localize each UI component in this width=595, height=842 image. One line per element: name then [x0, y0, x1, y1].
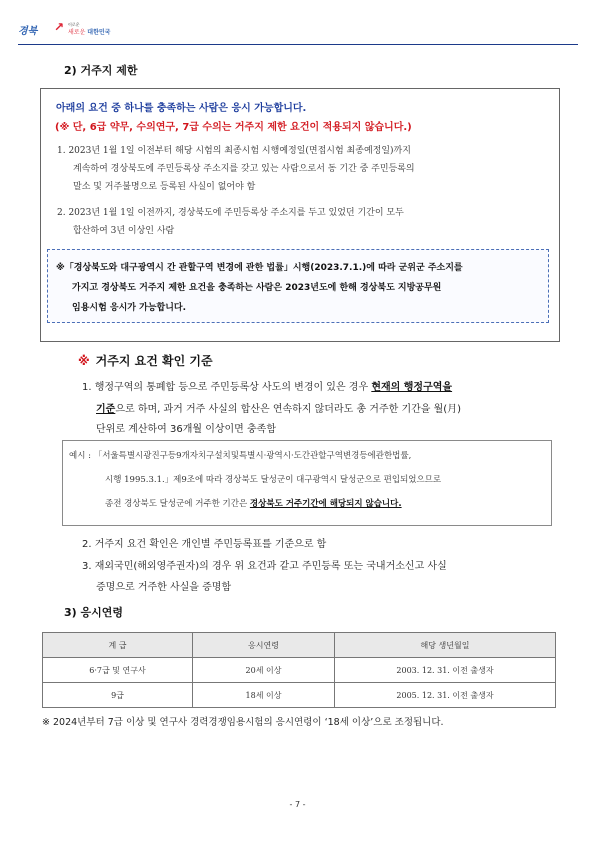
- criteria-item-1-line-2: 기준으로 하며, 과거 거주 사실의 합산은 연속하지 않더라도 총 거주한 기간을 월(月): [96, 404, 462, 415]
- header-logo: [18, 20, 111, 38]
- example-box: [62, 440, 552, 526]
- requirement-item-1-line-3: 말소 및 거주불명으로 등록된 사실이 없어야 함: [73, 182, 256, 192]
- gunwi-note-box: [47, 249, 549, 323]
- gunwi-note-line-1: ※「경상북도와 대구광역시 간 관할구역 변경에 관한 법률」시행(2023.7.1.)에 따라 군위군 주소지를: [56, 263, 463, 273]
- page-number: - 7 -: [289, 800, 306, 809]
- requirement-item-2-line-1: 2. 2023년 1월 1일 이전까지, 경상북도에 주민등록상 주소지를 두고 있었던 기간이 모두: [57, 208, 404, 218]
- table-header-cell: 해당 생년월일: [335, 633, 556, 658]
- criteria-item-1-line-3: 단위로 계산하여 36개월 이상이면 충족함: [96, 424, 276, 435]
- table-cell: 9급: [43, 683, 193, 708]
- example-line-2: 시행 1995.3.1.」제9조에 따라 경상북도 달성군이 대구광역시 달성군으로 편입되었으므로: [105, 475, 442, 485]
- criteria-star: ※: [78, 354, 90, 368]
- criteria-heading: [78, 352, 213, 369]
- residence-requirements-box: [40, 88, 560, 342]
- gunwi-note-line-3: 임용시험 응시가 가능합니다.: [72, 303, 187, 313]
- example-highlight: 경상북도 거주기간에 해당되지 않습니다.: [249, 499, 402, 509]
- criteria-item-3-line-2: 증명으로 거주한 사실을 증명함: [96, 582, 232, 593]
- criteria-title: 거주지 요건 확인 기준: [95, 354, 213, 368]
- criteria-item-3-line-1: 3. 재외국민(해외영주권자)의 경우 위 요건과 같고 주민등록 또는 국내거소신고 사실: [82, 561, 447, 572]
- table-row: [43, 683, 556, 708]
- logo-subtitle-2: 새로운 대한민국: [68, 29, 111, 36]
- requirement-item-1-line-2: 계속하여 경상북도에 주민등록상 주소지를 갖고 있는 사람으로서 동 기간 중 주민등록의: [73, 164, 415, 174]
- table-cell: 6·7급 및 연구사: [43, 658, 193, 683]
- requirement-item-2-line-2: 합산하여 3년 이상인 사람: [73, 226, 175, 236]
- age-footnote: ※ 2024년부터 7급 이상 및 연구사 경력경쟁임용시험의 응시연령이 ‘18세 이상’으로 조정됩니다.: [42, 717, 444, 728]
- section-title-residence: 2) 거주지 제한: [64, 64, 138, 77]
- example-line-1: 예시 : 「서울특별시광진구등9개자치구설치및특별시·광역시·도간관할구역변경등에관한법률,: [69, 451, 412, 461]
- requirement-intro: 아래의 요건 중 하나를 충족하는 사람은 응시 가능합니다.: [56, 103, 307, 114]
- criteria-item-2: 2. 거주지 요건 확인은 개인별 주민등록표를 기준으로 함: [82, 539, 327, 550]
- table-header-cell: 계 급: [43, 633, 193, 658]
- logo-script: 경북: [18, 26, 38, 37]
- requirement-exception: (※ 단, 6급 약무, 수의연구, 7급 수의는 거주지 제한 요건이 적용되지 않습니다.): [55, 122, 412, 133]
- logo-mark-icon: ↗: [54, 20, 65, 34]
- table-cell: 2003. 12. 31. 이전 출생자: [335, 658, 556, 683]
- table-cell: 20세 이상: [193, 658, 335, 683]
- age-requirement-table: [42, 632, 556, 708]
- criteria-item-1-line-1: 1. 행정구역의 통폐합 등으로 주민등록상 사도의 변경이 있은 경우 현재의 행정구역을: [82, 382, 453, 393]
- table-row: [43, 658, 556, 683]
- table-cell: 2005. 12. 31. 이전 출생자: [335, 683, 556, 708]
- example-line-3: 종전 경상북도 달성군에 거주한 기간은 경상북도 거주기간에 해당되지 않습니다.: [105, 499, 402, 509]
- logo-subtitle-1: 이로운: [68, 22, 80, 27]
- table-header-row: [43, 633, 556, 658]
- section-title-age: 3) 응시연령: [64, 606, 124, 619]
- table-cell: 18세 이상: [193, 683, 335, 708]
- table-header-cell: 응시연령: [193, 633, 335, 658]
- header-divider: [18, 44, 578, 45]
- requirement-item-1-line-1: 1. 2023년 1월 1일 이전부터 해당 시험의 최종시험 시행예정일(면접시험 최종예정일)까지: [57, 146, 411, 156]
- gunwi-note-line-2: 가지고 경상북도 거주지 제한 요건을 충족하는 사람은 2023년도에 한해 경상북도 지방공무원: [72, 283, 442, 293]
